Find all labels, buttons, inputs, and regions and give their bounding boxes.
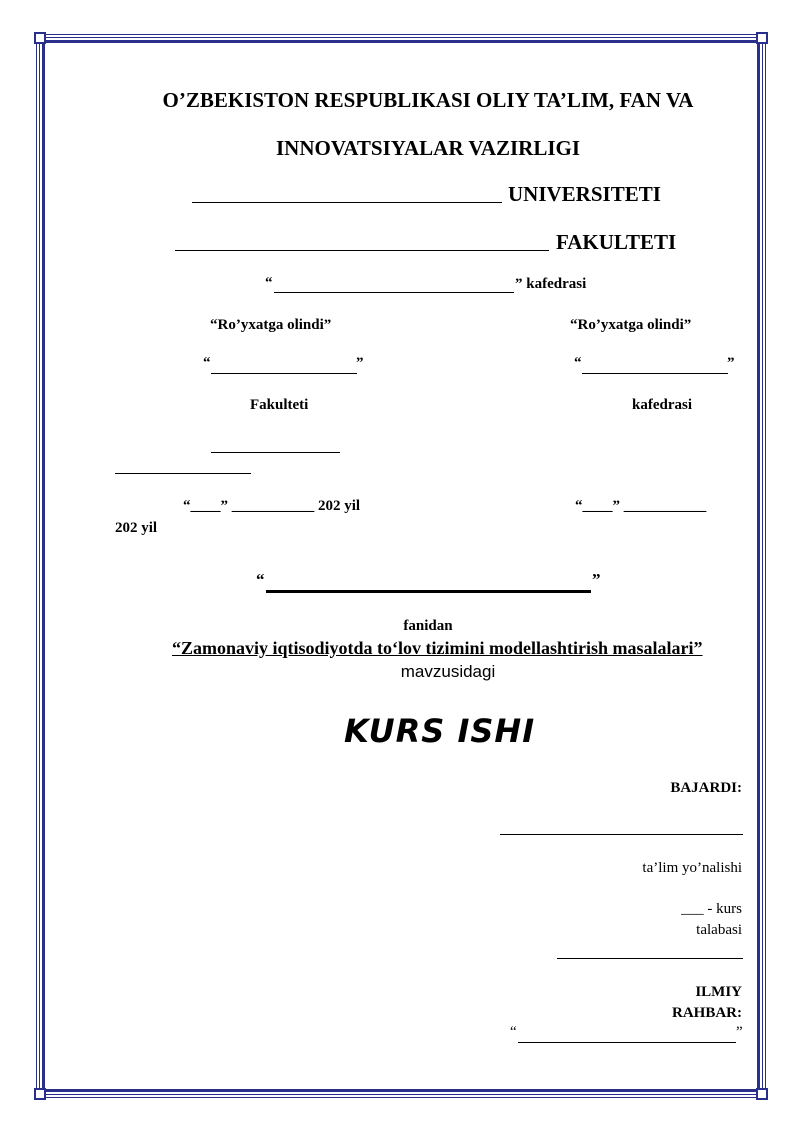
department-label: ” kafedrasi <box>515 276 587 292</box>
registration-right-signature-line <box>115 473 251 474</box>
border-corner-bottom-left <box>34 1088 46 1100</box>
kurs-label: ___ - kurs <box>681 901 742 917</box>
border-corner-top-left <box>34 32 46 44</box>
registration-right-label: kafedrasi <box>632 397 692 413</box>
registration-left-date: “____” ___________ 202 yil <box>183 498 361 514</box>
registration-left-signature-line <box>211 452 340 453</box>
rahbar-label: RAHBAR: <box>672 1005 742 1021</box>
fanidan-label: fanidan <box>403 618 453 634</box>
mavzusidagi-label: mavzusidagi <box>400 662 496 681</box>
registration-right-date: “____” ___________ <box>575 498 707 514</box>
ministry-line-1: O’ZBEKISTON RESPUBLIKASI OLIY TA’LIM, FAN VA <box>162 88 694 112</box>
document-title: KURS ISHI <box>344 712 536 750</box>
ministry-line-2: INNOVATSIYALAR VAZIRLIGI <box>275 136 581 160</box>
registration-right-title: “Ro’yxatga olindi” <box>570 317 692 333</box>
subject-close-quote: ” <box>592 570 601 589</box>
registration-left-open-quote: “ <box>203 355 211 371</box>
student-name-line <box>500 834 743 835</box>
supervisor-name-line <box>518 1042 736 1043</box>
university-label: UNIVERSITETI <box>508 182 661 206</box>
registration-right-open-quote: “ <box>574 355 582 371</box>
bajardi-label: BAJARDI: <box>670 780 742 796</box>
registration-left-date-year: 202 yil <box>115 520 158 536</box>
registration-left-title: “Ro’yxatga olindi” <box>210 317 332 333</box>
ilmiy-label: ILMIY <box>695 984 742 1000</box>
registration-left-line <box>211 373 357 374</box>
registration-right-line <box>582 373 728 374</box>
rahbar-open-quote: “ <box>510 1024 517 1040</box>
faculty-name-line <box>175 250 549 251</box>
faculty-label: FAKULTETI <box>556 230 677 254</box>
university-name-line <box>192 202 502 203</box>
rahbar-close-quote: ” <box>736 1024 743 1040</box>
registration-left-close-quote: ” <box>356 355 364 371</box>
registration-right-close-quote: ” <box>727 355 735 371</box>
border-corner-bottom-right <box>756 1088 768 1100</box>
talim-label: ta’lim yo’nalishi <box>642 860 742 876</box>
subject-name-line <box>266 590 591 593</box>
department-name-line <box>274 292 514 293</box>
talabasi-label: talabasi <box>696 922 742 938</box>
student-signature-line <box>557 958 743 959</box>
border-corner-top-right <box>756 32 768 44</box>
subject-open-quote: “ <box>256 570 265 589</box>
department-open-quote: “ <box>265 275 273 291</box>
topic-title: “Zamonaviy iqtisodiyotda to‘lov tizimini modellashtirish masalalari” <box>172 638 703 658</box>
registration-left-label: Fakulteti <box>250 397 309 413</box>
